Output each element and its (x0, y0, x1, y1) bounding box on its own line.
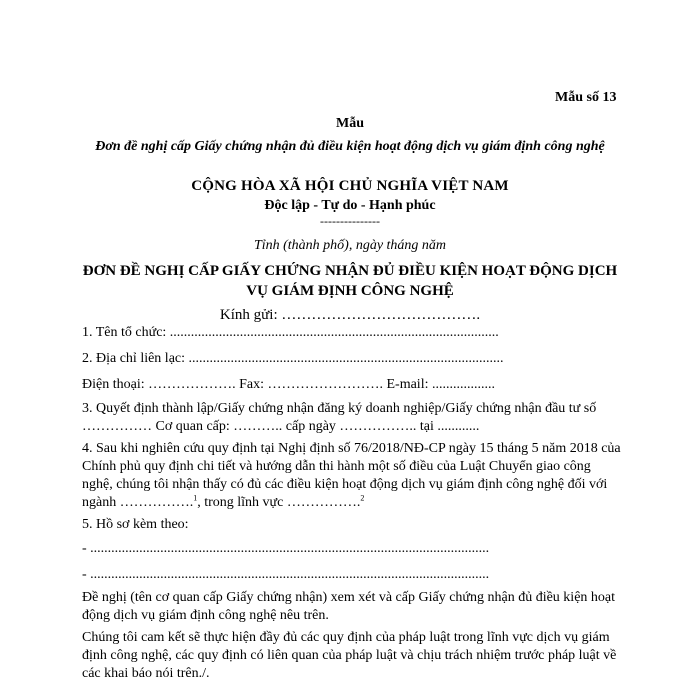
org-name-field: 1. Tên tổ chức: .............................................................................................. (82, 325, 499, 340)
pledge-paragraph: Chúng tôi cam kết sẽ thực hiện đầy đủ các quy định của pháp luật trong lĩnh vực dịch vụ giám định công nghệ, các quy định có liên quan của pháp luật và chịu trách nhiệm trước pháp luật về các khai báo nói trên./. (82, 630, 617, 681)
conditions-paragraph (82, 440, 622, 512)
national-motto: Độc lập - Tự do - Hạnh phúc (264, 198, 436, 213)
footnote-marker-2: 2 (360, 493, 365, 503)
place-date-line: Tỉnh (thành phố), ngày tháng năm (253, 238, 447, 253)
attachment-line: - .................................................................................................................. (82, 567, 490, 582)
form-subtitle: Đơn đề nghị cấp Giấy chứng nhận đủ điều kiện hoạt động dịch vụ giám định công nghệ (95, 139, 605, 154)
decision-field: 3. Quyết định thành lập/Giấy chứng nhận đăng ký doanh nghiệp/Giấy chứng nhận đầu tư số …………… Cơ quan cấp: ……….. cấp ngày …………….. tại ............ (82, 401, 597, 434)
contact-field: Điện thoại: ………………. Fax: ……………………. E-mail: .................. (82, 377, 495, 392)
form-heading: Mẫu (336, 116, 364, 131)
request-paragraph: Đề nghị (tên cơ quan cấp Giấy chứng nhận) xem xét và cấp Giấy chứng nhận đủ điều kiện hoạt động dịch vụ giám định công nghệ nêu trên. (82, 590, 616, 623)
footnote-marker-1: 1 (193, 493, 198, 503)
conditions-text: 4. Sau khi nghiên cứu quy định tại Nghị định số 76/2018/NĐ-CP ngày 15 tháng 5 năm 2018 của Chính phủ quy định chi tiết và hướng dẫn thi hành một số điều của Luật Chuyển giao công nghệ, chúng tôi nhận thấy có đủ các điều kiện hoạt động dịch vụ giám định công nghệ đối với ngành ……………. (82, 441, 621, 510)
conditions-field-text: , trong lĩnh vực ……………. (197, 495, 361, 510)
attachment-line: - .................................................................................................................. (82, 541, 490, 556)
address-field: 2. Địa chỉ liên lạc: .......................................................................................... (82, 351, 504, 366)
form-number: Mẫu số 13 (555, 90, 617, 105)
document-title: ĐƠN ĐỀ NGHỊ CẤP GIẤY CHỨNG NHẬN ĐỦ ĐIỀU KIỆN HOẠT ĐỘNG DỊCH VỤ GIÁM ĐỊNH CÔNG NGHỆ (82, 263, 618, 299)
national-title: CỘNG HÒA XÃ HỘI CHỦ NGHĨA VIỆT NAM (191, 178, 509, 194)
greeting-line: Kính gửi: …………………………………. (219, 307, 481, 323)
attachments-label: 5. Hồ sơ kèm theo: (82, 517, 189, 532)
motto-rule: --------------- (320, 214, 380, 228)
